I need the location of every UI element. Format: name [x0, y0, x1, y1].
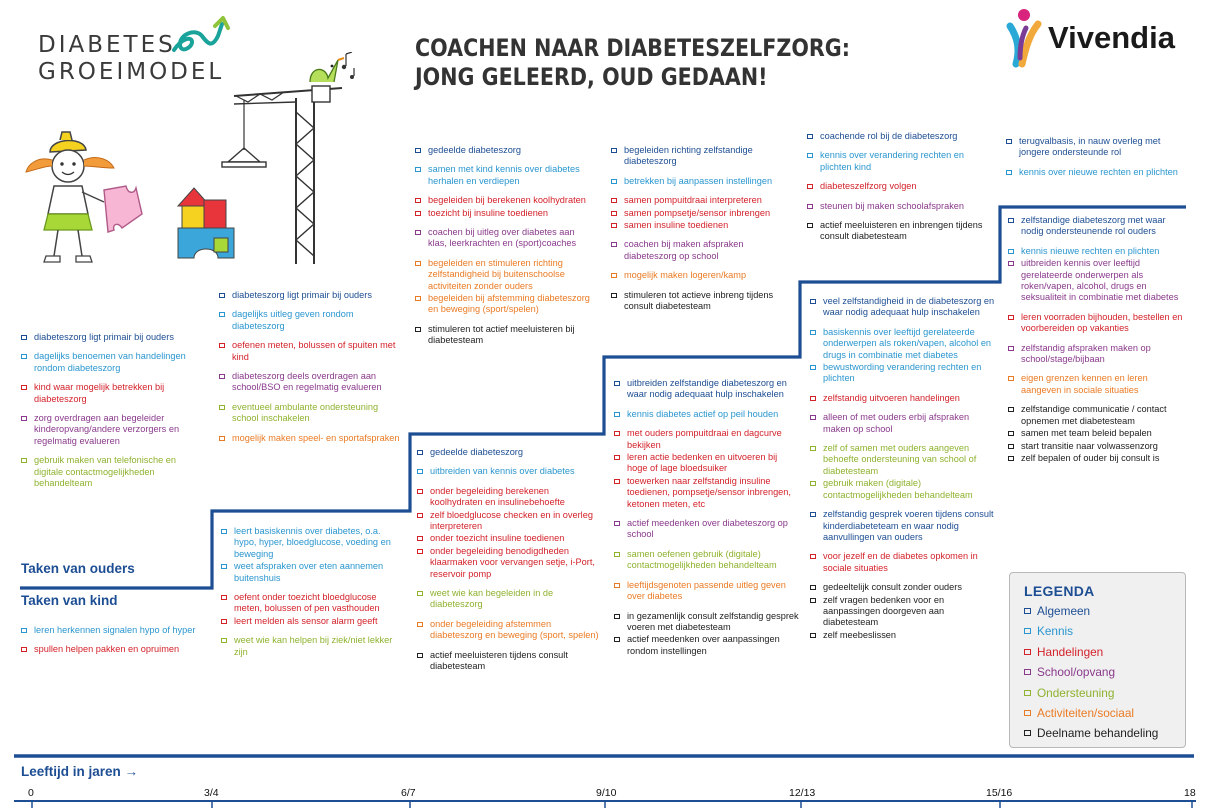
task-item [810, 443, 996, 477]
task-text: zelf bepalen of ouder bij consult is [1021, 452, 1160, 463]
task-text: in gezamenlijk consult zelfstandig gesprek voeren met diabetesteam [627, 610, 799, 632]
task-item [415, 208, 595, 219]
task-text: gebruik maken (digitale) contactmogelijkheden behandelteam [823, 478, 973, 500]
square-bullet-icon [614, 431, 620, 436]
task-item [810, 393, 996, 404]
square-bullet-icon [611, 179, 617, 184]
task-text: onder begeleiding afstemmen diabeteszorg en beweging (sport, spelen) [430, 618, 599, 641]
task-text: voor jezelf en de diabetes opkomen in sociale situaties [823, 551, 978, 573]
square-bullet-icon [221, 595, 227, 600]
task-text: diabeteszorg deels overdragen aan school/BSO en regelmatig evalueren [232, 371, 382, 393]
square-bullet-icon [1024, 669, 1031, 675]
task-item [611, 220, 797, 231]
tick-label: 9/10 [596, 787, 617, 799]
square-bullet-icon [810, 396, 816, 401]
square-bullet-icon [415, 211, 421, 216]
square-bullet-icon [810, 481, 816, 486]
legend-item-sch [1024, 665, 1171, 679]
task-item [614, 476, 800, 510]
square-bullet-icon [415, 261, 421, 266]
task-text: zelfstandig uitvoeren handelingen [823, 392, 960, 403]
square-bullet-icon [807, 184, 813, 189]
task-text: zelfstandige communicatie / contact opnemen met diabetesteam [1021, 404, 1167, 426]
task-item [810, 630, 996, 641]
task-text: kennis over nieuwe rechten en plichten [1019, 166, 1178, 177]
task-text: leren actie bedenken en uitvoeren bij hoge of lage bloedsuiker [627, 452, 778, 474]
square-bullet-icon [614, 412, 620, 417]
square-bullet-icon [611, 273, 617, 278]
task-item [614, 452, 800, 475]
task-text: toezicht bij insuline toedienen [428, 207, 549, 218]
task-text: weet wie kan begeleiden in de diabeteszorg [430, 588, 554, 610]
task-item [614, 611, 800, 634]
square-bullet-icon [415, 230, 421, 235]
task-text: begeleiden bij afstemming diabeteszorg en beweging (sport/spelen) [428, 293, 590, 315]
task-item [415, 258, 595, 292]
legend-item-ond [1024, 686, 1171, 700]
square-bullet-icon [221, 638, 227, 643]
task-item [1008, 215, 1190, 238]
tick-label: 12/13 [789, 787, 816, 799]
task-item [1008, 343, 1190, 366]
task-item [810, 478, 996, 501]
task-text: leren herkennen signalen hypo of hyper [34, 625, 196, 635]
task-item [1008, 404, 1190, 427]
parents-tasks-label: Taken van ouders [21, 561, 135, 576]
legend-item-label: Kennis [1037, 624, 1074, 639]
square-bullet-icon [1024, 649, 1031, 655]
tick-label: 6/7 [401, 787, 416, 799]
task-text: zelfstandig gesprek voeren tijdens consult kinderdiabeteteam en waar nodig aanvullingen van ouders [823, 509, 994, 542]
task-item [807, 201, 995, 212]
task-item [810, 582, 996, 593]
task-item [810, 551, 996, 574]
task-item [614, 580, 800, 603]
square-bullet-icon [810, 415, 816, 420]
square-bullet-icon [614, 479, 620, 484]
child-tasks-age-3 [221, 526, 404, 666]
task-item [807, 150, 995, 173]
square-bullet-icon [810, 446, 816, 451]
task-text: stimuleren tot actieve inbreng tijdens consult diabetesteam [624, 289, 774, 312]
task-text: kennis diabetes actief op peil houden [627, 408, 779, 419]
square-bullet-icon [807, 134, 813, 139]
task-text: leren voorraden bijhouden, bestellen en voorbereiden op vakanties [1021, 311, 1183, 334]
task-item [611, 208, 797, 219]
square-bullet-icon [417, 653, 423, 658]
tick-label: 0 [28, 787, 34, 799]
task-item [21, 625, 201, 636]
legend-item-label: Algemeen [1037, 604, 1091, 618]
task-text: uitbreiden zelfstandige diabeteszorg en waar nodig adequaat hulp inschakelen [627, 378, 787, 400]
task-item [415, 324, 595, 347]
task-text: samen met team beleid bepalen [1021, 428, 1152, 439]
square-bullet-icon [221, 529, 227, 534]
task-text: zelfstandige diabeteszorg met waar nodig ondersteunende rol ouders [1021, 215, 1166, 237]
task-text: toewerken naar zelfstandig insuline toedienen, pompsetje/sensor inbrengen, ketonen meten, etc [627, 475, 791, 509]
task-item [614, 428, 800, 451]
title-line-1: COACHEN NAAR DIABETESZELFZORG: [415, 34, 850, 62]
legend-item-han [1024, 645, 1171, 659]
square-bullet-icon [219, 405, 225, 410]
task-text: onder begeleiding benodigdheden klaarmaken voor vervangen setje, i-Port, reservoir pomp [430, 545, 595, 579]
legend-item-label: Handelingen [1037, 644, 1104, 659]
task-text: eventueel ambulante ondersteuning school inschakelen [232, 401, 379, 424]
task-text: begeleiden richting zelfstandige diabeteszorg [624, 145, 753, 167]
square-bullet-icon [1024, 730, 1031, 736]
task-item [21, 351, 199, 374]
legend-item-label: School/opvang [1037, 665, 1116, 680]
square-bullet-icon [1008, 456, 1014, 461]
task-item [807, 131, 995, 142]
task-item [611, 176, 797, 187]
task-item [21, 644, 201, 655]
legend-item-label: Ondersteuning [1037, 685, 1115, 700]
square-bullet-icon [417, 591, 423, 596]
task-item [611, 239, 797, 262]
parents-tasks-age-15 [1006, 136, 1192, 186]
task-item [611, 145, 797, 168]
task-item [1008, 312, 1190, 335]
task-text: gedeelde diabeteszorg [428, 145, 521, 155]
task-item [219, 402, 404, 425]
square-bullet-icon [1008, 315, 1014, 320]
task-text: coachen bij maken afspraken diabeteszorg op school [624, 239, 744, 261]
logo-line-1: DIABETES [38, 32, 176, 58]
task-text: coachende rol bij de diabeteszorg [820, 131, 958, 141]
square-bullet-icon [415, 167, 421, 172]
task-item [415, 164, 595, 187]
task-item [415, 195, 595, 206]
square-bullet-icon [417, 489, 423, 494]
square-bullet-icon [219, 293, 225, 298]
square-bullet-icon [807, 223, 813, 228]
square-bullet-icon [21, 354, 27, 359]
task-text: uitbreiden van kennis over diabetes [430, 466, 575, 477]
task-item [1008, 428, 1190, 439]
task-text: coachen bij uitleg over diabetes aan klas, leerkrachten en (sport)coaches [428, 227, 577, 249]
task-item [1008, 441, 1190, 452]
tick-label: 15/16 [986, 787, 1013, 799]
legend [1009, 572, 1186, 748]
square-bullet-icon [1008, 218, 1014, 223]
task-item [1008, 453, 1190, 464]
legend-item-act [1024, 706, 1171, 720]
square-bullet-icon [1024, 710, 1031, 716]
task-text: zelf meebeslissen [823, 629, 897, 640]
square-bullet-icon [21, 385, 27, 390]
task-item [611, 195, 797, 206]
task-text: oefenen meten, bolussen of spuiten met kind [232, 340, 396, 362]
square-bullet-icon [1024, 628, 1031, 634]
child-tasks-label: Taken van kind [21, 593, 118, 608]
square-bullet-icon [219, 312, 225, 317]
square-bullet-icon [21, 458, 27, 463]
parents-tasks-age-6 [415, 145, 595, 355]
square-bullet-icon [1024, 608, 1031, 614]
square-bullet-icon [415, 198, 421, 203]
task-text: leeftijdsgenoten passende uitleg geven over diabetes [627, 579, 786, 602]
square-bullet-icon [611, 242, 617, 247]
task-item [1008, 258, 1190, 304]
task-item [219, 290, 404, 301]
task-item [221, 526, 404, 560]
child-tasks-age-15 [1008, 215, 1190, 472]
task-text: gedeelde diabeteszorg [430, 447, 523, 457]
child-tasks-age-9 [614, 378, 800, 665]
square-bullet-icon [219, 436, 225, 441]
task-item [807, 181, 995, 192]
task-text: gebruik maken van telefonische en digitale contactmogelijkheden behandelteam [34, 455, 176, 489]
task-item [417, 466, 599, 477]
task-text: actief meedenken over aanpassingen rondom instellingen [627, 634, 780, 656]
task-item [1008, 246, 1190, 257]
parents-tasks-age-12 [807, 131, 995, 251]
square-bullet-icon [614, 381, 620, 386]
task-item [221, 592, 404, 615]
task-item [810, 327, 996, 361]
task-item [21, 382, 199, 405]
legend-title: LEGENDA [1024, 583, 1095, 599]
task-item [221, 635, 404, 658]
task-text: zelfstandig afspraken maken op school/stage/bijbaan [1021, 342, 1151, 365]
square-bullet-icon [417, 469, 423, 474]
square-bullet-icon [1024, 690, 1031, 696]
task-text: actief meeluisteren tijdens consult diabetesteam [430, 649, 568, 672]
square-bullet-icon [21, 416, 27, 421]
task-text: leert basiskennis over diabetes, o.a. hypo, hyper, bloedglucose, voeding en beweging [234, 526, 391, 559]
square-bullet-icon [21, 628, 27, 633]
square-bullet-icon [611, 223, 617, 228]
square-bullet-icon [611, 211, 617, 216]
square-bullet-icon [219, 374, 225, 379]
age-axis-title: Leeftijd in jaren → [21, 764, 139, 779]
task-text: weet wie kan helpen bij ziek/niet lekker zijn [234, 635, 393, 657]
tick-label: 3/4 [204, 787, 219, 799]
task-item [415, 293, 595, 316]
child-tasks-age-6 [417, 447, 599, 681]
task-item [611, 290, 797, 313]
square-bullet-icon [415, 148, 421, 153]
task-text: zelf vragen bedenken voor en aanpassingen doorgeven aan diabetesteam [823, 594, 945, 628]
square-bullet-icon [614, 583, 620, 588]
square-bullet-icon [417, 549, 423, 554]
square-bullet-icon [614, 455, 620, 460]
age-axis-line [0, 798, 1212, 808]
square-bullet-icon [417, 513, 423, 518]
square-bullet-icon [810, 299, 816, 304]
legend-item-ken [1024, 624, 1171, 638]
task-text: begeleiden bij berekenen koolhydraten [428, 195, 586, 206]
task-item [614, 518, 800, 541]
task-text: dagelijks uitleg geven rondom diabeteszorg [232, 309, 354, 331]
task-item [417, 533, 599, 544]
task-item [21, 332, 199, 343]
task-text: onder begeleiding berekenen koolhydraten en insulinebehoefte [430, 485, 565, 508]
task-item [219, 371, 404, 394]
task-text: diabeteszorg ligt primair bij ouders [34, 332, 174, 342]
task-item [614, 549, 800, 572]
task-item [415, 145, 595, 156]
square-bullet-icon [417, 622, 423, 627]
square-bullet-icon [614, 552, 620, 557]
task-item [614, 409, 800, 420]
task-text: start transitie naar volwassenzorg [1021, 440, 1158, 451]
task-text: oefent onder toezicht bloedglucose meten, bolussen of pen vasthouden [234, 592, 380, 614]
task-text: bewustwording verandering rechten en plichten [823, 362, 982, 384]
task-item [219, 309, 404, 332]
task-item [219, 433, 404, 444]
square-bullet-icon [614, 637, 620, 642]
square-bullet-icon [1008, 261, 1014, 266]
square-bullet-icon [21, 335, 27, 340]
task-item [415, 227, 595, 250]
task-item [417, 588, 599, 611]
square-bullet-icon [810, 598, 816, 603]
task-item [810, 595, 996, 629]
square-bullet-icon [415, 296, 421, 301]
task-item [417, 447, 599, 458]
task-item [810, 362, 996, 385]
task-item [1008, 373, 1190, 396]
square-bullet-icon [415, 327, 421, 332]
square-bullet-icon [810, 585, 816, 590]
task-text: stimuleren tot actief meeluisteren bij diabetesteam [428, 323, 575, 346]
task-text: diabeteszelfzorg volgen [820, 181, 917, 192]
task-text: met ouders pompuitdraai en dagcurve bekijken [627, 428, 782, 450]
square-bullet-icon [810, 512, 816, 517]
task-text: steunen bij maken schoolafspraken [820, 200, 965, 211]
task-item [417, 619, 599, 642]
task-text: kennis nieuwe rechten en plichten [1021, 245, 1160, 256]
square-bullet-icon [807, 153, 813, 158]
square-bullet-icon [1008, 407, 1014, 412]
task-item [810, 412, 996, 435]
task-text: samen insuline toedienen [624, 220, 729, 231]
square-bullet-icon [219, 343, 225, 348]
square-bullet-icon [810, 330, 816, 335]
parents-tasks-age-3 [219, 290, 404, 452]
task-text: zelf of samen met ouders aangeven behoefte ondersteuning van school of diabetesteam [823, 443, 977, 476]
task-item [1006, 167, 1192, 178]
task-text: basiskennis over leeftijd gerelateerde onderwerpen als roken/vapen, alcohol en drugs in combinatie met diabetes [823, 326, 992, 360]
square-bullet-icon [1008, 249, 1014, 254]
task-item [221, 561, 404, 584]
square-bullet-icon [611, 198, 617, 203]
task-text: begeleiden en stimuleren richting zelfstandigheid bij buitenschoolse activiteiten zonder ouders [428, 257, 565, 291]
task-text: dagelijks benoemen van handelingen rondom diabeteszorg [34, 351, 186, 373]
legend-items [1024, 604, 1171, 740]
task-text: eigen grenzen kennen en leren aangeven in sociale situaties [1021, 373, 1148, 395]
task-item [614, 378, 800, 401]
task-item [21, 413, 199, 447]
square-bullet-icon [1008, 346, 1014, 351]
task-item [1006, 136, 1192, 159]
square-bullet-icon [810, 633, 816, 638]
task-text: mogelijk maken logeren/kamp [624, 270, 747, 281]
task-text: diabeteszorg ligt primair bij ouders [232, 290, 372, 300]
legend-item-dee [1024, 726, 1171, 740]
task-item [219, 340, 404, 363]
task-text: onder toezicht insuline toedienen [430, 533, 565, 544]
task-item [614, 634, 800, 657]
task-item [21, 455, 199, 489]
task-item [221, 616, 404, 627]
child-tasks-age-0 [21, 625, 201, 664]
task-item [807, 220, 995, 243]
logo-line-2: GROEIMODEL [38, 59, 225, 85]
task-text: samen met kind kennis over diabetes herhalen en verdiepen [428, 164, 580, 186]
square-bullet-icon [1008, 376, 1014, 381]
task-item [417, 650, 599, 673]
square-bullet-icon [417, 450, 423, 455]
square-bullet-icon [221, 564, 227, 569]
square-bullet-icon [614, 521, 620, 526]
square-bullet-icon [221, 619, 227, 624]
task-text: samen pompsetje/sensor inbrengen [624, 207, 771, 218]
legend-item-label: Activiteiten/sociaal [1037, 705, 1135, 720]
task-text: actief meeluisteren en inbrengen tijdens consult diabetesteam [820, 220, 983, 242]
square-bullet-icon [810, 365, 816, 370]
child-tasks-age-12 [810, 296, 996, 649]
square-bullet-icon [611, 293, 617, 298]
square-bullet-icon [417, 536, 423, 541]
task-text: actief meedenken over diabeteszorg op school [627, 518, 788, 540]
square-bullet-icon [21, 647, 27, 652]
task-text: uitbreiden kennis over leeftijd gerelateerde onderwerpen als roken/vapen, alcohol, drugs en seksualiteit in combinatie met diabetes [1021, 258, 1179, 303]
task-text: samen pompuitdraai interpreteren [624, 195, 762, 206]
square-bullet-icon [1006, 139, 1012, 144]
task-text: weet afspraken over eten aannemen buitenshuis [234, 561, 384, 583]
task-text: betrekken bij aanpassen instellingen [624, 175, 773, 186]
task-text: alleen of met ouders erbij afspraken maken op school [823, 412, 970, 434]
task-text: terugvalbasis, in nauw overleg met jongere ondersteunde rol [1019, 136, 1161, 158]
task-item [810, 296, 996, 319]
legend-item-alg [1024, 604, 1171, 618]
tick-label: 18 [1184, 787, 1196, 799]
task-text: kind waar mogelijk betrekken bij diabeteszorg [34, 382, 165, 404]
task-text: zorg overdragen aan begeleider kinderopvang/andere verzorgers en regelmatig evalueren [34, 413, 180, 446]
square-bullet-icon [1006, 170, 1012, 175]
square-bullet-icon [611, 148, 617, 153]
legend-item-label: Deelname behandeling [1037, 726, 1159, 741]
title-line-2: JONG GELEERD, OUD GEDAAN! [415, 63, 768, 91]
task-text: veel zelfstandigheid in de diabeteszorg en waar nodig adequaat hulp inschakelen [823, 296, 995, 318]
task-item [611, 270, 797, 281]
task-item [810, 509, 996, 543]
task-item [417, 486, 599, 509]
square-bullet-icon [614, 614, 620, 619]
vivendia-brand-name: Vivendia [1048, 20, 1175, 55]
task-text: zelf bloedglucose checken en in overleg interpreteren [430, 509, 593, 532]
task-text: samen oefenen gebruik (digitale) contactmogelijkheden behandelteam [627, 548, 777, 571]
square-bullet-icon [1008, 444, 1014, 449]
task-text: leert melden als sensor alarm geeft [234, 615, 378, 626]
task-text: gedeeltelijk consult zonder ouders [823, 582, 962, 593]
task-text: mogelijk maken speel- en sportafspraken [232, 432, 400, 443]
task-text: spullen helpen pakken en opruimen [34, 644, 180, 655]
parents-tasks-age-9 [611, 145, 797, 320]
task-item [417, 510, 599, 533]
square-bullet-icon [810, 554, 816, 559]
task-item [417, 546, 599, 580]
square-bullet-icon [1008, 431, 1014, 436]
square-bullet-icon [807, 204, 813, 209]
parents-tasks-age-0 [21, 332, 199, 497]
task-text: kennis over verandering rechten en plichten kind [820, 150, 965, 172]
